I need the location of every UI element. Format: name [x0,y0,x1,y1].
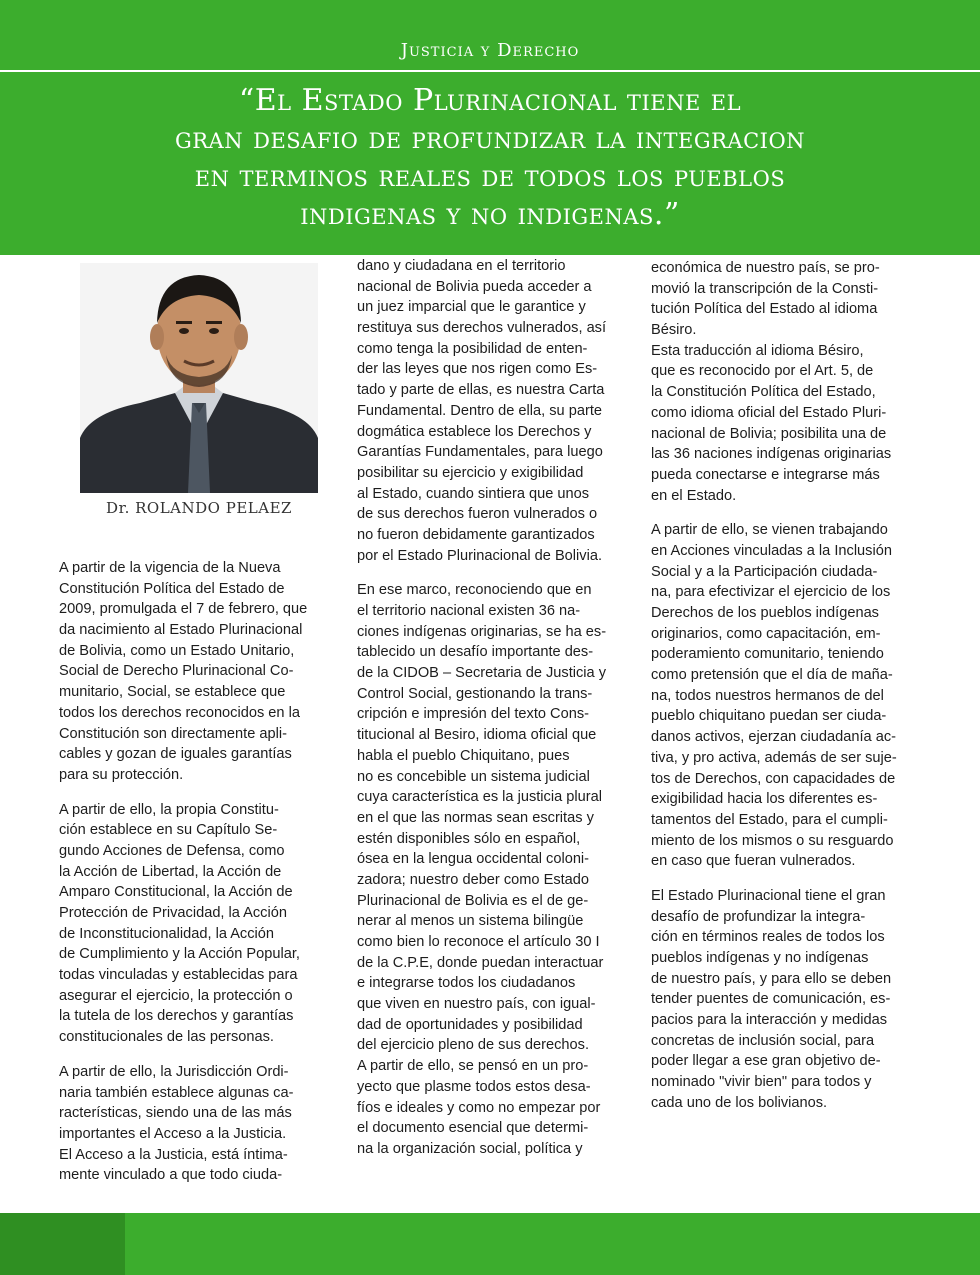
text-line: todas vinculadas y establecidas para [59,967,298,984]
text-line: zadora; nuestro deber como Estado [357,871,590,888]
text-line: tablecido un desafío importante des- [357,644,594,661]
text-line: nacional de Bolivia pueda acceder a [357,278,592,295]
text-line: como idioma oficial del Estado Pluri- [651,404,887,421]
text-line: racterísticas, siendo una de las más [59,1105,292,1122]
section-label: Justicia y Derecho [400,40,580,61]
text-line: de Inconstitucionalidad, la Acción [59,925,274,942]
author-portrait [80,263,318,493]
text-line: gundo Acciones de Defensa, como [59,842,285,859]
text-line: el territorio nacional existen 36 na- [357,603,581,619]
text-line: que viven en nuestro país, con igual- [357,996,596,1013]
text-line: asegurar el ejercicio, la protección o [59,987,293,1004]
text-line: cripción e impresión del texto Cons- [357,706,589,723]
text-line: der las leyes que nos rigen como Es- [357,361,598,378]
text-line: munitario, Social, se establece que [59,684,286,701]
text-line: Control Social, gestionando la trans- [357,685,593,702]
text-line: Garantías Fundamentales, para luego [357,444,603,461]
text-line: un juez imparcial que le garantice y [357,299,586,316]
text-line: cada uno de los bolivianos. [651,1094,828,1111]
text-line: nerar al menos un sistema bilingüe [357,913,584,930]
headline-line: gran desafio de profundizar la integracion [174,121,806,156]
text-line: tiva, y pro activa, además de ser suje- [651,749,897,766]
text-line: no fueron debidamente garantizados [357,526,595,543]
text-line: de Bolivia, como un Estado Unitario, [59,642,295,659]
text-line: al Estado, cuando sintiera que unos [357,485,590,502]
text-line: de la C.P.E, donde puedan interactuar [357,954,604,971]
text-line: Social de Derecho Plurinacional Co- [59,663,294,680]
text-line: Plurinacional de Bolivia es el de ge- [357,892,589,909]
text-line: ciones indígenas originarias, se ha es- [357,623,607,640]
text-line: en el que las normas sean escritas y [357,809,594,826]
text-line: las 36 naciones indígenas originarias [651,446,892,463]
text-line: tos de Derechos, con capacidades de [651,770,896,787]
text-line: tamentos del Estado, para el cumpli- [651,811,888,828]
article-column-1 [59,558,331,1186]
text-line: A partir de ello, la propia Constitu- [59,801,279,818]
text-line: estén disponibles sólo en español, [357,830,581,847]
text-line: posibilitar su ejercicio y exigibilidad [357,464,584,481]
text-line: para su protección. [59,766,184,783]
text-line: tución Política del Estado al idioma [651,301,878,318]
text-line: mente vinculado a que todo ciuda- [59,1167,283,1184]
text-line: danos activos, ejerzan ciudadanía ac- [651,729,897,746]
headline [40,82,940,234]
paragraph-gap [59,786,331,800]
text-line: de sus derechos fueron vulnerados o [357,506,598,523]
text-line: originarios, como capacitación, em- [651,625,881,642]
text-line: dad de oportunidades y posibilidad [357,1016,583,1033]
paragraph-gap [59,1048,331,1062]
headline-line: en terminos reales de todos los pueblos [194,159,786,194]
text-line: En ese marco, reconociendo que en [357,582,592,599]
text-line: de la CIDOB – Secretaria de Justicia y [357,665,607,682]
text-line: constitucionales de las personas. [59,1029,274,1046]
portrait-illustration [80,263,318,493]
paragraph-gap [357,566,633,580]
text-line: El Estado Plurinacional tiene el gran [651,887,886,904]
headline-line: “El Estado Plurinacional tiene el [238,83,742,118]
text-line: tado y parte de ellas, es nuestra Carta [357,382,605,399]
header-divider [0,70,980,72]
text-line: de nuestro país, y para ello se deben [651,970,892,987]
text-line: no es concebible un sistema judicial [357,768,590,785]
text-line: nacional de Bolivia; posibilita una de [651,425,887,442]
text-line: titucional al Besiro, idioma oficial que [357,727,597,744]
text-line: de Cumplimiento y la Acción Popular, [59,946,300,963]
text-line: A partir de ello, se pensó en un pro- [357,1058,589,1075]
text-line: todos los derechos reconocidos en la [59,704,300,721]
text-line: como pretensión que el día de maña- [651,667,893,684]
text-line: importantes el Acceso a la Justicia. [59,1125,287,1142]
text-line: Constitución son directamente apli- [59,725,287,742]
text-line: pueda conectarse e integrarse más [651,466,880,483]
text-line: nominado "vivir bien" para todos y [651,1074,872,1091]
text-line: movió la transcripción de la Consti- [651,280,879,297]
text-line: pueblos indígenas y no indígenas [651,950,869,966]
text-line: pueblo chiquitano puedan ser ciuda- [651,708,887,725]
text-line: A partir de la vigencia de la Nueva [59,560,281,576]
text-line: en caso que fueran vulnerados. [651,853,856,870]
text-line: dano y ciudadana en el territorio [357,258,566,274]
text-line: habla el pueblo Chiquitano, pues [357,747,570,764]
text-line: como bien lo reconoce el artículo 30 I [357,934,600,950]
text-line: Derechos de los pueblos indígenas [651,605,879,621]
article-column-3 [651,258,926,1114]
text-line: Esta traducción al idioma Bésiro, [651,342,864,359]
text-line: ósea en la lengua occidental coloni- [357,851,590,868]
text-line: concretas de inclusión social, para [651,1032,875,1049]
text-line: desafío de profundizar la integra- [651,908,866,925]
text-line: Amparo Constitucional, la Acción de [59,884,293,901]
text-line: tender puentes de comunicación, es- [651,991,891,1008]
text-line: Bésiro. [651,322,697,339]
text-line: Constitución Política del Estado de [59,580,285,597]
footer-banner [0,1213,980,1275]
headline-line: indigenas y no indigenas.” [300,197,680,232]
text-line: la tutela de los derechos y garantías [59,1008,294,1025]
text-line: naria también establece algunas ca- [59,1084,294,1101]
text-line: el documento esencial que determi- [357,1120,589,1137]
portrait-caption: Dr. ROLANDO PELAEZ [106,499,292,517]
paragraph-gap [651,872,926,886]
text-line: dogmática establece los Derechos y [357,423,592,440]
text-line: Protección de Privacidad, la Acción [59,905,287,921]
text-line: Fundamental. Dentro de ella, su parte [357,402,602,419]
text-line: como tenga la posibilidad de enten- [357,340,588,357]
text-line: económica de nuestro país, se pro- [651,260,880,276]
text-line: del ejercicio pleno de sus derechos. [357,1037,590,1054]
text-line: na, todos nuestros hermanos de del [651,687,884,704]
text-line: fíos e ideales y como no empezar por [357,1099,601,1116]
text-line: miento de los mismos o su resguardo [651,832,894,849]
paragraph-gap [651,506,926,520]
text-line: cuya característica es la justicia plural [357,789,602,806]
text-line: por el Estado Plurinacional de Bolivia. [357,547,602,564]
text-line: A partir de ello, se vienen trabajando [651,522,888,539]
text-line: ción en términos reales de todos los [651,929,885,946]
text-line: na, para efectivizar el ejercicio de los [651,584,891,601]
text-line: El Acceso a la Justicia, está íntima- [59,1146,288,1163]
text-line: la Constitución Política del Estado, [651,384,876,401]
text-line: exigibilidad hacia los diferentes es- [651,791,878,808]
text-line: 2009, promulgada el 7 de febrero, que [59,601,308,618]
text-line: pacios para la interacción y medidas [651,1012,888,1029]
text-line: cables y gozan de iguales garantías [59,746,292,763]
text-line: la Acción de Libertad, la Acción de [59,863,282,880]
text-line: poderamiento comunitario, teniendo [651,646,884,663]
text-line: A partir de ello, la Jurisdicción Ordi- [59,1063,289,1080]
footer-accent [0,1213,125,1275]
text-line: Social y a la Participación ciudada- [651,563,878,580]
text-line: que es reconocido por el Art. 5, de [651,363,874,380]
text-line: en Acciones vinculadas a la Inclusión [651,542,892,559]
text-line: en el Estado. [651,487,737,504]
text-line: restituya sus derechos vulnerados, así [357,320,607,337]
text-line: da nacimiento al Estado Plurinacional [59,622,303,639]
text-line: yecto que plasme todos estos desa- [357,1078,591,1095]
text-line: e integrarse todos los ciudadanos [357,975,576,992]
text-line: poder llegar a ese gran objetivo de- [651,1053,881,1070]
text-line: na la organización social, política y [357,1140,583,1157]
article-column-2 [357,256,633,1160]
text-line: ción establece en su Capítulo Se- [59,822,278,839]
